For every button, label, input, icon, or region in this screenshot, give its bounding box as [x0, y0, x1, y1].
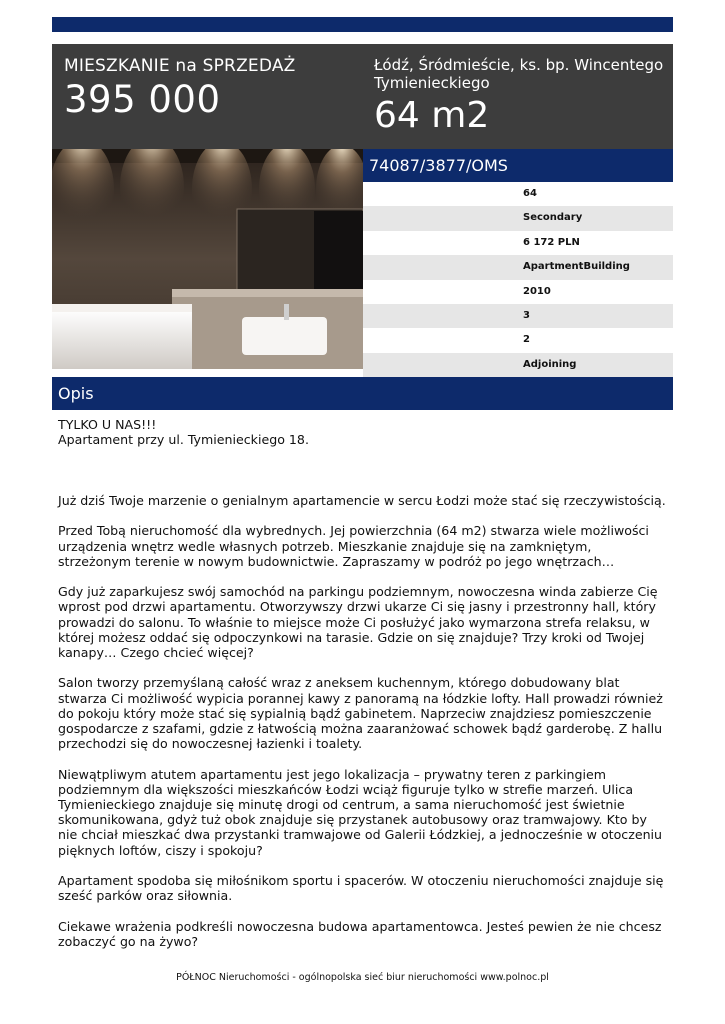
param-row: 64: [363, 182, 673, 206]
description-paragraph: [58, 463, 668, 478]
reference-number: 74087/3877/OMS: [369, 156, 508, 175]
description-paragraph: Niewątpliwym atutem apartamentu jest jego lokalizacja – prywatny teren z parkingiem podziemnym dla większości mieszkańców Łodzi wciąż figuruje tylko w strefie marzeń. Ulica Tymienieckiego znajduje się minutę drogi od centrum, a sama nieruchomość jest świetnie skomunikowana, gdyż tuż obok znajduje się przystanek autobusowy oraz tramwajowy. Kto by nie chciał mieszkać dwa przystanki tramwajowe od Galerii Łódzkiej, a jednocześnie w otoczeniu pięknych loftów, ciszy i spokoju?: [58, 766, 663, 858]
header-right: [374, 56, 669, 136]
param-row: 6 172 PLN: [363, 231, 673, 255]
section-title: Opis: [58, 384, 94, 403]
area: 64 m2: [374, 95, 490, 136]
description-paragraph: Apartament spodoba się miłośnikom sportu i spacerów. W otoczeniu nieruchomości znajduje się sześć parków oraz siłownia.: [58, 872, 664, 904]
section-bar: [52, 377, 673, 410]
description-paragraph: Salon tworzy przemyślaną całość wraz z aneksem kuchennym, którego dobudowany blat stwarza Ci możliwość wypicia porannej kawy z panoramą na łódzkie lofty. Hall prowadzi również do pokoju który może stać się sypialnią bądź gabinetem. Naprzeciw znajdziesz pomieszczenie gospodarcze z szafami, gdzie z łatwością można zaaranżować schowek bądź garderobę. Z hallu przechodzi się do nowoczesnej łazienki i toalety.: [58, 675, 663, 752]
param-row: 2010: [363, 280, 673, 304]
param-row: 3: [363, 304, 673, 328]
description: [58, 417, 668, 964]
listing-header: [52, 44, 673, 149]
description-paragraph: Ciekawe wrażenia podkreśli nowoczesna budowa apartamentowca. Jesteś pewien że nie chcesz zobaczyć go na żywo?: [58, 918, 662, 949]
offer-type: MIESZKANIE na SPRZEDAŻ: [64, 56, 296, 76]
property-photo: [52, 149, 363, 369]
reference-bar: [363, 149, 673, 182]
param-row: Secondary: [363, 206, 673, 230]
param-row: 2: [363, 328, 673, 352]
param-row: Adjoining: [363, 353, 673, 377]
description-paragraph: TYLKO U NAS!!! Apartament przy ul. Tymienieckiego 18.: [58, 417, 309, 448]
top-accent-bar: [52, 17, 673, 32]
price: 395 000: [64, 78, 221, 121]
param-row: ApartmentBuilding: [363, 255, 673, 279]
description-paragraph: Gdy już zaparkujesz swój samochód na parkingu podziemnym, nowoczesna winda zabierze Cię wprost pod drzwi apartamentu. Otworzywszy drzwi ukarze Ci się jasny i przestronny hall, który prowadzi do salonu. To właśnie to miejsce może Ci posłużyć jako wymarzona strefa relaksu, w której możesz oddać się odpoczynkowi na tarasie. Gdzie on się znajduje? Trzy kroki od Twojej kanapy… Czego chcieć więcej?: [58, 584, 658, 660]
header-left: [64, 56, 296, 121]
footer: PÓŁNOC Nieruchomości - ogólnopolska sieć biur nieruchomości www.polnoc.pl: [176, 972, 549, 983]
description-paragraph: Już dziś Twoje marzenie o genialnym apartamencie w sercu Łodzi może stać się rzeczywistością.: [58, 492, 666, 508]
description-paragraph: Przed Tobą nieruchomość dla wybrednych. Jej powierzchnia (64 m2) stwarza wiele możliwości urządzenia wnętrz wedle własnych potrzeb. Mieszkanie znajduje się na zamkniętym, strzeżonym terenie w nowym budownictwie. Zapraszamy w podróż po jego wnętrzach…: [58, 523, 649, 569]
location: Łódź, Śródmieście, ks. bp. Wincentego Tymienieckiego: [374, 56, 664, 92]
parameters-table: [363, 182, 673, 377]
